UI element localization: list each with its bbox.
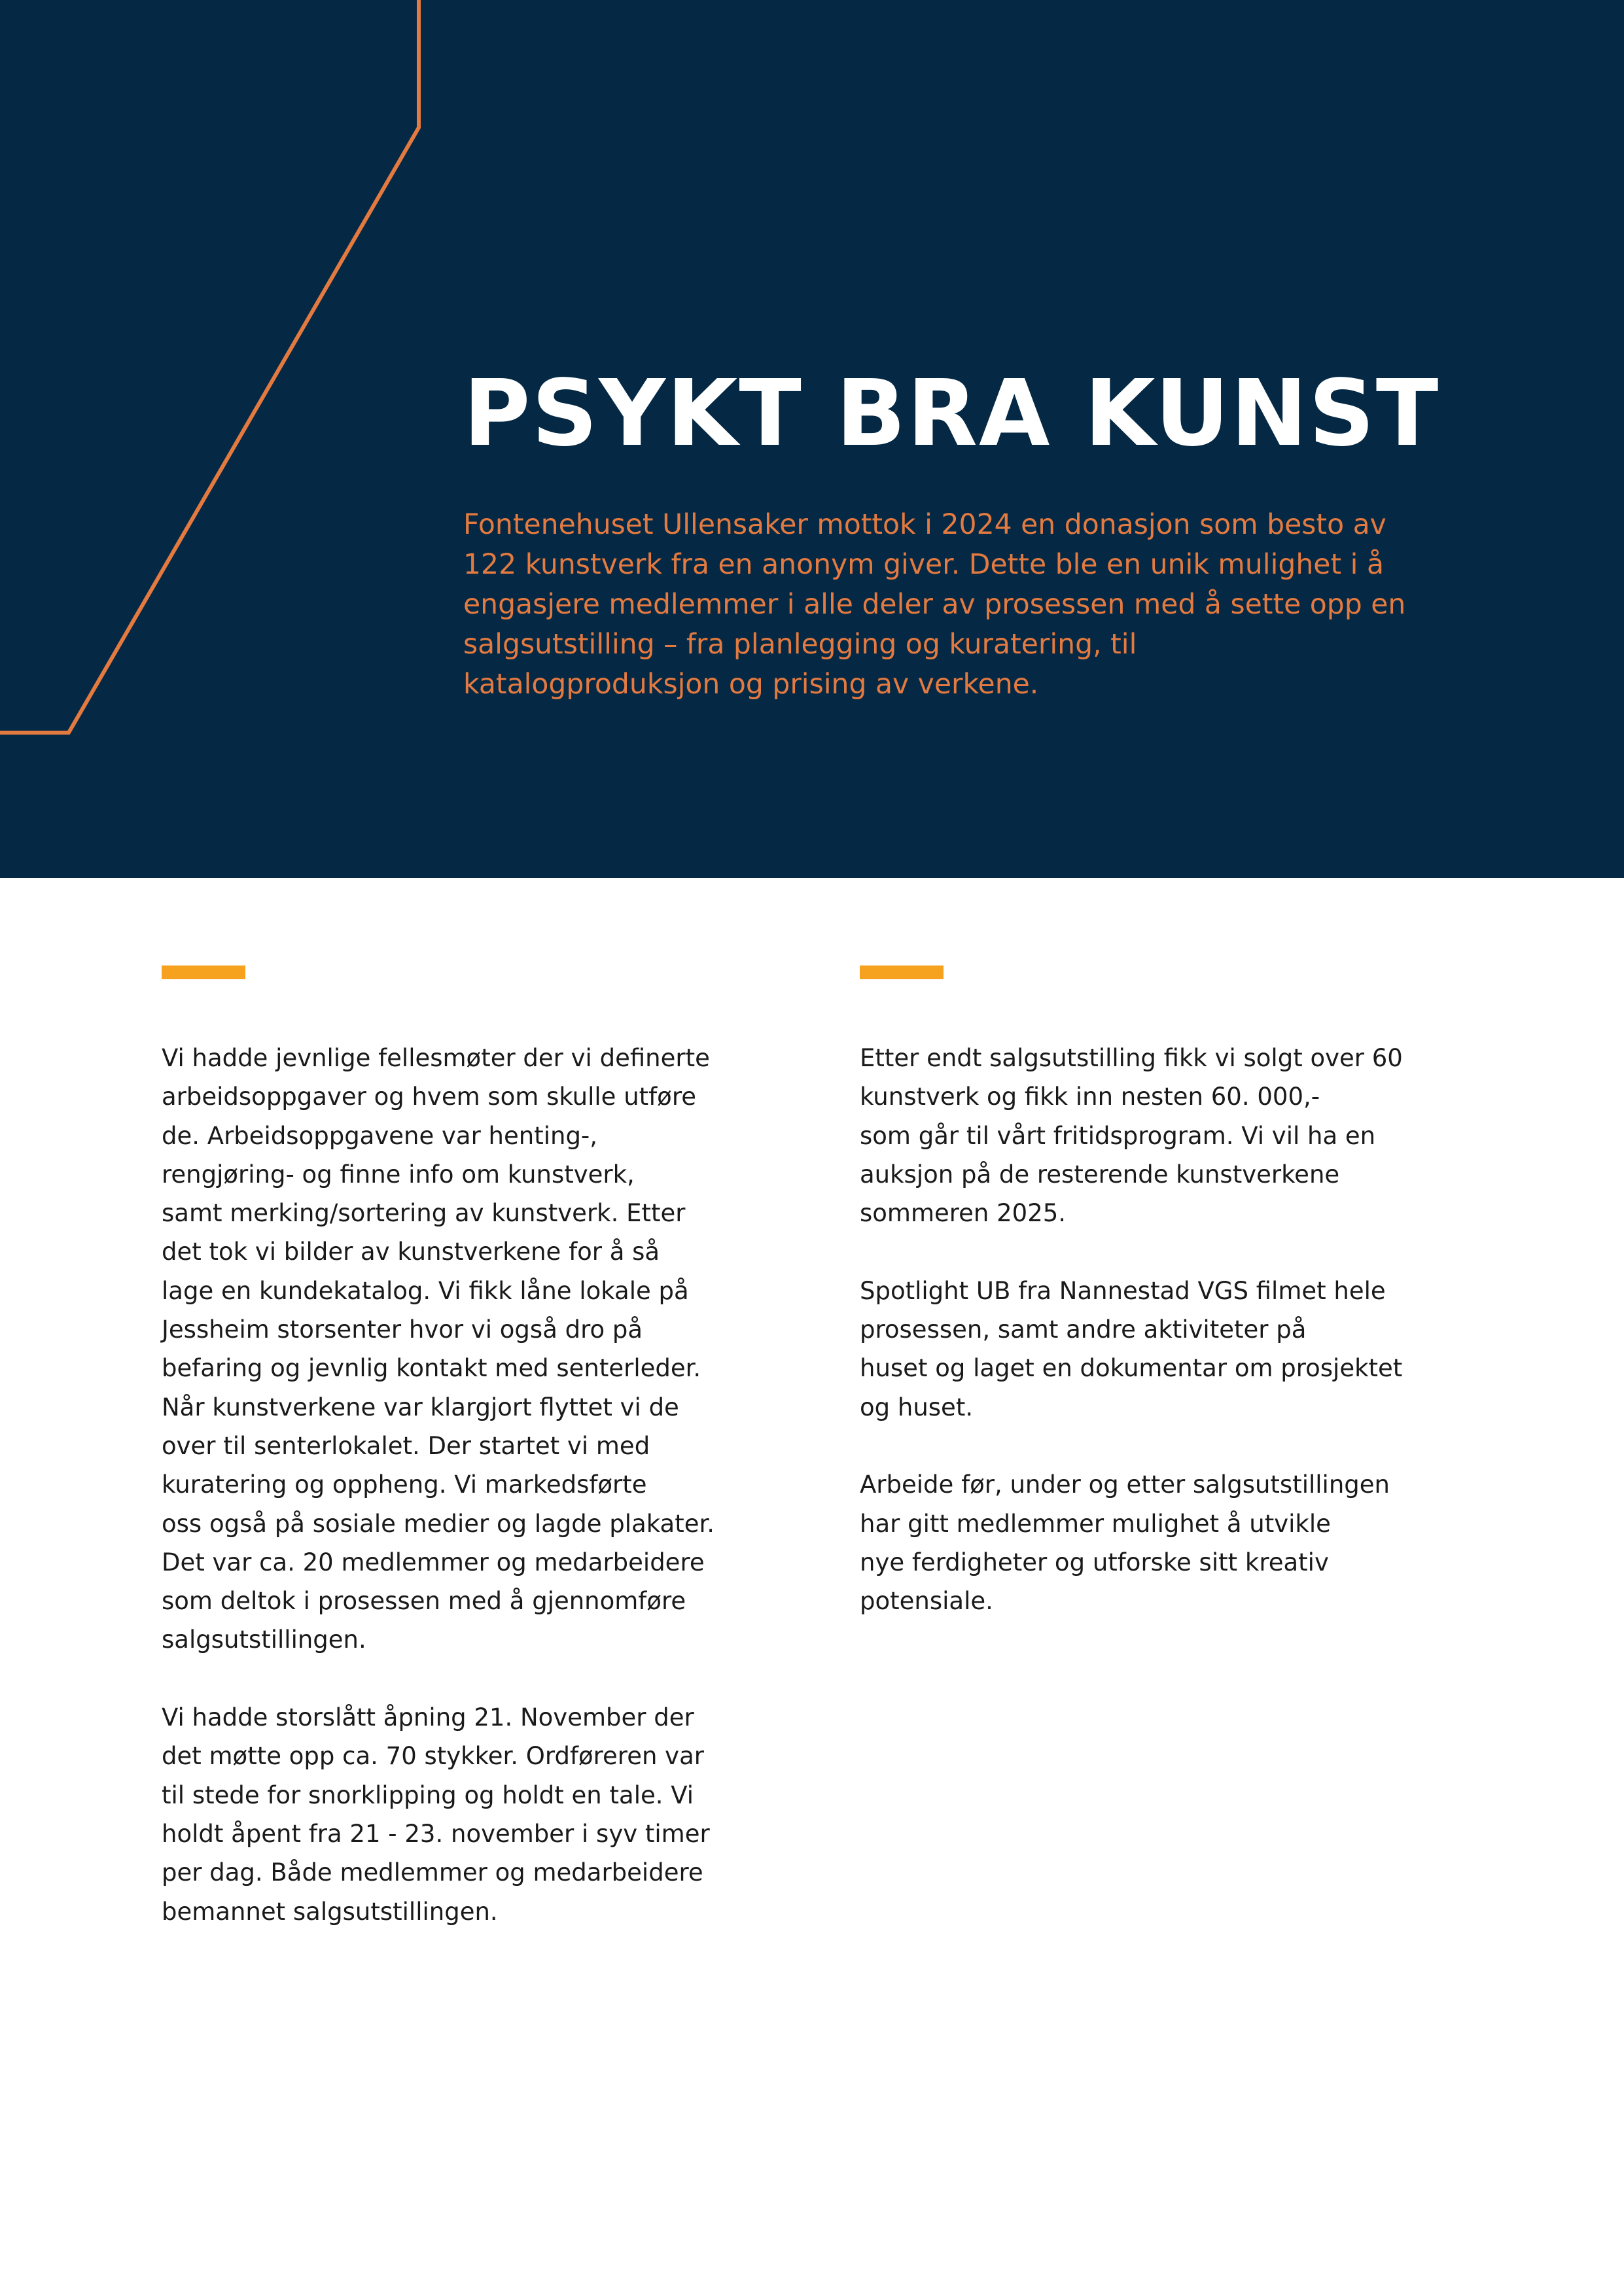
left-paragraph-2: Vi hadde storslått åpning 21. November der det møtte opp ca. 70 stykker. Ordføreren var til stede for snorklipping og holdt en tale. Vi holdt åpent fra 21 - 23. november i syv timer per dag. Både medlemmer og medarbeidere bemannet salgsutstillingen. [162, 1703, 710, 1926]
intro-paragraph: Fontenehuset Ullensaker mottok i 2024 en donasjon som besto av 122 kunstverk fra en anonym giver. Dette ble en unik mulighet i å engasjere medlemmer i alle deler av prosessen med å sette opp en salgsutstilling – fra planlegging og kuratering, til katalogproduksjon og prising av verkene. [463, 509, 1406, 701]
right-paragraph-2: Spotlight UB fra Nannestad VGS filmet hele prosessen, samt andre aktiviteter på huset og laget en dokumentar om prosjektet og huset. [860, 1276, 1403, 1421]
right-paragraph-3: Arbeide før, under og etter salgsutstillingen har gitt medlemmer mulighet å utvikle nye ferdigheter og utforske sitt kreativ potensiale. [860, 1470, 1390, 1616]
left-accent-bar [162, 965, 245, 979]
hero-banner [0, 0, 1624, 878]
left-paragraph-1: Vi hadde jevnlige fellesmøter der vi definerte arbeidsoppgaver og hvem som skulle utføre de. Arbeidsoppgavene var henting-, rengjøring- og finne info om kunstverk, samt merking/sortering av kunstverk. Etter det tok vi bilder av kunstverkene for å så lage en kundekatalog. Vi fikk låne lokale på Jessheim storsenter hvor vi også dro på befaring og jevnlig kontakt med senterleder. Når kunstverkene var klargjort flyttet vi de over til senterlokalet. Der startet vi med kuratering og oppheng. Vi markedsførte oss også på sosiale medier og lagde plakater. Det var ca. 20 medlemmer og medarbeidere som deltok i prosessen med å gjennomføre salgsutstillingen. [162, 1044, 715, 1654]
right-accent-bar [860, 965, 944, 979]
page-title: PSYKT BRA KUNST [463, 360, 1440, 467]
right-paragraph-1: Etter endt salgsutstilling fikk vi solgt over 60 kunstverk og fikk inn nesten 60. 000,- som går til vårt fritidsprogram. Vi vil ha en auksjon på de resterende kunstverkene sommeren 2025. [860, 1044, 1403, 1228]
left-text-column [162, 1039, 777, 1931]
right-text-column [860, 1039, 1475, 1620]
decorative-polyline [0, 0, 419, 733]
